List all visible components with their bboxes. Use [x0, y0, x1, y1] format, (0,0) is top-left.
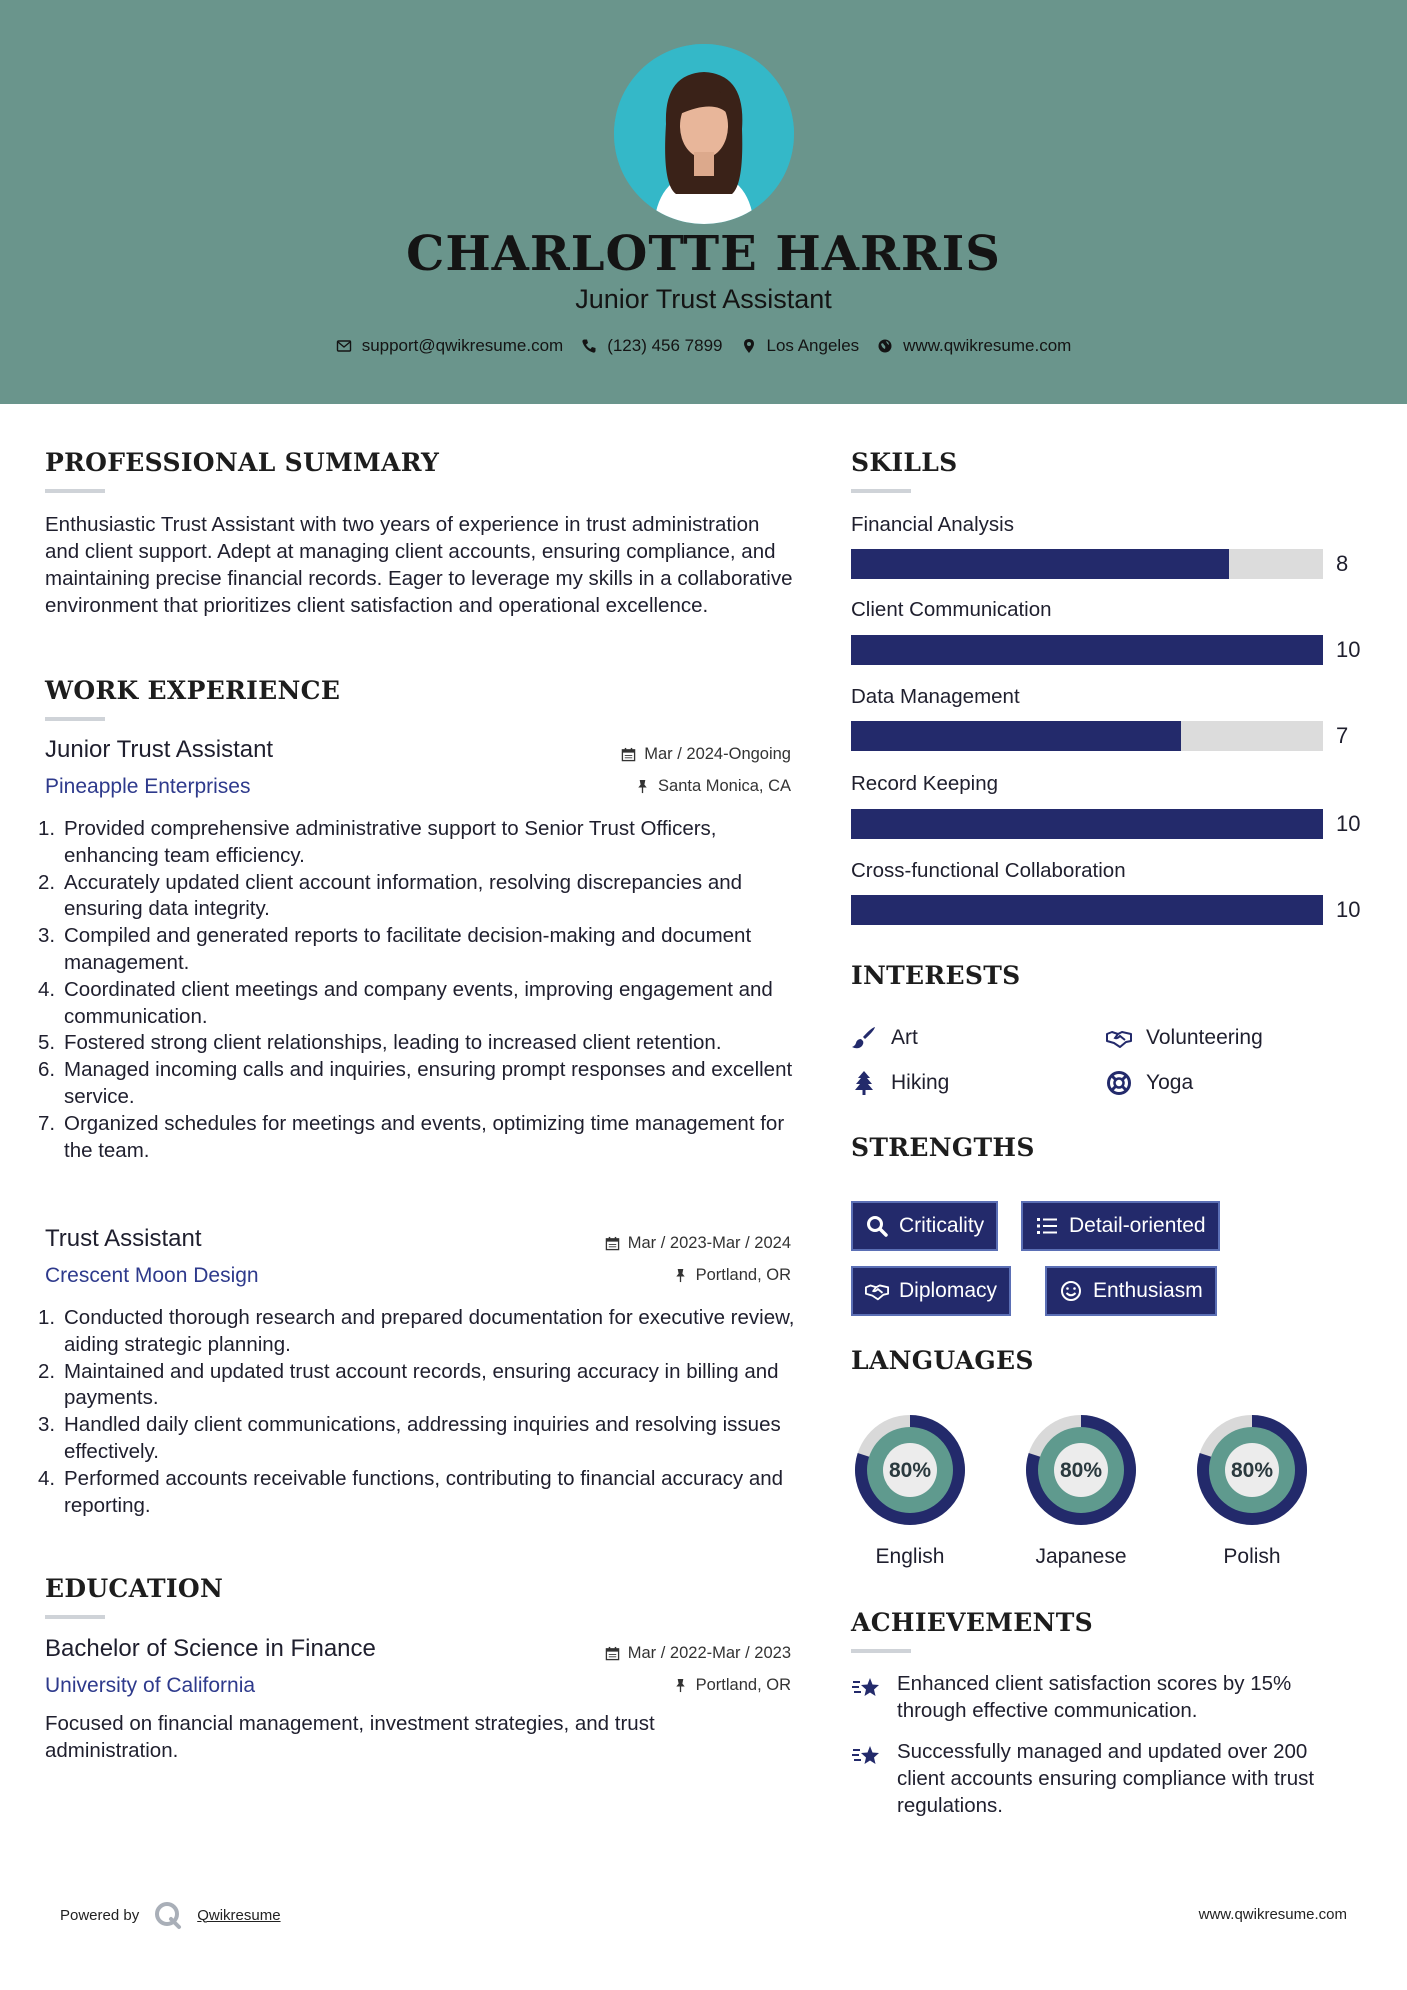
job-entry: [38, 736, 793, 1196]
interest-item: [851, 1025, 918, 1051]
contact-phone-text: (123) 456 7899: [607, 336, 723, 355]
list-item: 5. Fostered strong client relationships, leading to increased client retention.: [38, 1031, 722, 1055]
list-item: 1. Conducted thorough research and prepared documentation for executive review, aiding strategic planning.: [38, 1306, 795, 1356]
skill-label: Cross-functional Collaboration: [851, 859, 1126, 882]
language-percent: 80%: [1230, 1459, 1274, 1482]
skills-heading: SKILLS: [851, 448, 958, 477]
footer-website[interactable]: www.qwikresume.com: [1198, 1906, 1347, 1923]
strengths-heading: STRENGTHS: [851, 1133, 1035, 1162]
skill-bar-fill: [851, 721, 1181, 751]
job-location: [673, 1266, 791, 1285]
job-company: Pineapple Enterprises: [45, 775, 251, 798]
achievements-rule: [851, 1649, 911, 1653]
interest-label: Hiking: [891, 1071, 950, 1094]
smile-icon: [1059, 1279, 1083, 1303]
language-name: English: [875, 1545, 945, 1568]
education-rule: [45, 1615, 105, 1619]
language-ring: [1190, 1408, 1314, 1532]
interest-label: Volunteering: [1146, 1026, 1263, 1049]
profile-photo-illustration: [614, 44, 794, 224]
calendar-icon: [605, 1646, 620, 1661]
calendar-icon: [605, 1236, 620, 1251]
contact-website[interactable]: [877, 336, 1071, 356]
job-title: Trust Assistant: [45, 1225, 202, 1252]
experience-heading: WORK EXPERIENCE: [45, 676, 341, 705]
job-dates-text: Mar / 2024-Ongoing: [644, 745, 791, 763]
interests-heading: INTERESTS: [851, 961, 1021, 990]
list-item: 2. Maintained and updated trust account records, ensuring accuracy in billing and payments.: [38, 1359, 779, 1410]
calendar-icon: [621, 747, 636, 762]
achievement-item: [851, 1670, 1351, 1724]
qwikresume-link[interactable]: Qwikresume: [197, 1906, 281, 1924]
list-item: 7. Organized schedules for meetings and events, optimizing time management for the team.: [38, 1111, 785, 1162]
list-item: 1. Provided comprehensive administrative support to Senior Trust Officers, enhancing team efficiency.: [38, 817, 717, 867]
handshake-icon: [1106, 1025, 1132, 1051]
language-percent: 80%: [1059, 1459, 1103, 1482]
powered-by-label: Powered by: [60, 1906, 140, 1924]
pushpin-icon: [673, 1678, 688, 1693]
language-name: Japanese: [1035, 1545, 1127, 1568]
language-ring: [1019, 1408, 1143, 1532]
contact-phone[interactable]: [581, 336, 722, 356]
strength-label: Diplomacy: [899, 1279, 998, 1302]
languages-heading: LANGUAGES: [851, 1346, 1034, 1375]
contact-bar: [0, 336, 1407, 356]
achievement-item: [851, 1738, 1351, 1819]
job-location: [635, 777, 791, 796]
interest-item: [1106, 1025, 1263, 1051]
skill-score: 8: [1336, 551, 1349, 576]
summary-text: Enthusiastic Trust Assistant with two years of experience in trust administration and client support. Adept at managing client accounts, ensuring compliance, and maintaining precise financial records. Eager to leverage my skills in a collaborative environment that prioritizes client satisfaction and operational excellence.: [45, 513, 793, 617]
education-school: University of California: [45, 1674, 256, 1697]
education-dates: [605, 1644, 791, 1663]
list-item: 3. Handled daily client communications, addressing inquiries and resolving issues effectively.: [38, 1413, 781, 1463]
skill-bar-fill: [851, 809, 1323, 839]
footer-powered-by: [60, 1900, 281, 1930]
candidate-role: Junior Trust Assistant: [575, 284, 832, 314]
strength-chip: [851, 1201, 998, 1251]
resume-header: [0, 0, 1407, 404]
shooting-star-icon: [851, 1740, 881, 1770]
pushpin-icon: [673, 1268, 688, 1283]
achievements-heading: ACHIEVEMENTS: [851, 1608, 1093, 1637]
skill-bar-fill: [851, 549, 1229, 579]
education-degree: Bachelor of Science in Finance: [45, 1635, 376, 1662]
skill-label: Client Communication: [851, 598, 1052, 621]
strength-label: Detail-oriented: [1069, 1214, 1206, 1237]
contact-email[interactable]: [336, 336, 564, 356]
skills-rule: [851, 489, 911, 493]
summary-heading: PROFESSIONAL SUMMARY: [45, 448, 440, 477]
qwikresume-logo-icon: [153, 1900, 183, 1930]
globe-icon: [877, 338, 893, 354]
summary-rule: [45, 489, 105, 493]
shooting-star-icon: [851, 1672, 881, 1702]
education-location: [673, 1676, 791, 1695]
job-location-text: Santa Monica, CA: [658, 777, 791, 795]
achievement-text: Enhanced client satisfaction scores by 15% through effective communication.: [897, 1672, 1292, 1722]
job-duties: [38, 816, 798, 1164]
job-company: Crescent Moon Design: [45, 1264, 259, 1287]
paintbrush-icon: [851, 1025, 877, 1051]
pushpin-icon: [635, 779, 650, 794]
contact-location: [741, 336, 860, 356]
contact-website-text: www.qwikresume.com: [903, 336, 1072, 355]
skill-label: Record Keeping: [851, 772, 999, 795]
education-heading: EDUCATION: [45, 1574, 224, 1603]
skill-bar-track: [851, 721, 1323, 751]
skill-bar-track: [851, 809, 1323, 839]
education-location-text: Portland, OR: [695, 1676, 791, 1694]
list-item: 3. Compiled and generated reports to facilitate decision-making and document management.: [38, 924, 752, 974]
list-item: 6. Managed incoming calls and inquiries, ensuring prompt responses and excellent service.: [38, 1058, 793, 1108]
strength-label: Criticality: [899, 1214, 985, 1237]
language-name: Polish: [1223, 1545, 1281, 1568]
achievement-text: Successfully managed and updated over 200 client accounts ensuring compliance with trust regulations.: [897, 1740, 1315, 1817]
job-title: Junior Trust Assistant: [45, 736, 274, 763]
strength-chip: [851, 1266, 1011, 1316]
handshake-icon: [865, 1279, 889, 1303]
list-item: 4. Performed accounts receivable functions, contributing to financial accuracy and reporting.: [38, 1466, 784, 1517]
interest-label: Yoga: [1146, 1071, 1194, 1094]
experience-rule: [45, 717, 105, 721]
phone-icon: [581, 338, 597, 354]
profile-photo: [614, 44, 794, 224]
candidate-name: CHARLOTTE HARRIS: [406, 226, 1001, 282]
skill-score: 10: [1336, 897, 1361, 922]
strength-chip: [1021, 1201, 1220, 1251]
job-dates-text: Mar / 2023-Mar / 2024: [627, 1234, 791, 1252]
list-icon: [1035, 1214, 1059, 1238]
job-location-text: Portland, OR: [695, 1266, 791, 1284]
interest-label: Art: [891, 1026, 918, 1049]
job-dates: [621, 745, 791, 764]
skill-bar-track: [851, 895, 1323, 925]
skill-bar-track: [851, 549, 1323, 579]
education-description: Focused on financial management, investment strategies, and trust administration.: [45, 1712, 655, 1762]
list-item: 2. Accurately updated client account information, resolving discrepancies and ensuring data integrity.: [38, 870, 743, 921]
skill-score: 10: [1336, 637, 1361, 662]
language-ring: [848, 1408, 972, 1532]
list-item: 4. Coordinated client meetings and company events, improving engagement and communication.: [38, 977, 773, 1028]
skill-score: 7: [1336, 723, 1349, 748]
skill-bar-fill: [851, 635, 1323, 665]
skill-bar-track: [851, 635, 1323, 665]
skill-label: Financial Analysis: [851, 513, 1014, 536]
strength-label: Enthusiasm: [1093, 1279, 1203, 1302]
lifering-icon: [1106, 1070, 1132, 1096]
language-percent: 80%: [888, 1459, 932, 1482]
contact-location-text: Los Angeles: [766, 336, 860, 355]
strength-chip: [1045, 1266, 1217, 1316]
education-entry: [45, 1635, 791, 1775]
skill-score: 10: [1336, 811, 1361, 836]
job-entry: [38, 1225, 795, 1525]
job-duties: [38, 1305, 798, 1519]
tree-icon: [851, 1070, 877, 1096]
interest-item: [851, 1070, 949, 1096]
envelope-icon: [336, 338, 352, 354]
search-icon: [865, 1214, 889, 1238]
education-dates-text: Mar / 2022-Mar / 2023: [627, 1644, 791, 1662]
skill-bar-fill: [851, 895, 1323, 925]
contact-email-text: support@qwikresume.com: [361, 336, 564, 355]
map-pin-icon: [741, 338, 757, 354]
skill-label: Data Management: [851, 685, 1020, 708]
job-dates: [605, 1234, 791, 1253]
interest-item: [1106, 1070, 1193, 1096]
